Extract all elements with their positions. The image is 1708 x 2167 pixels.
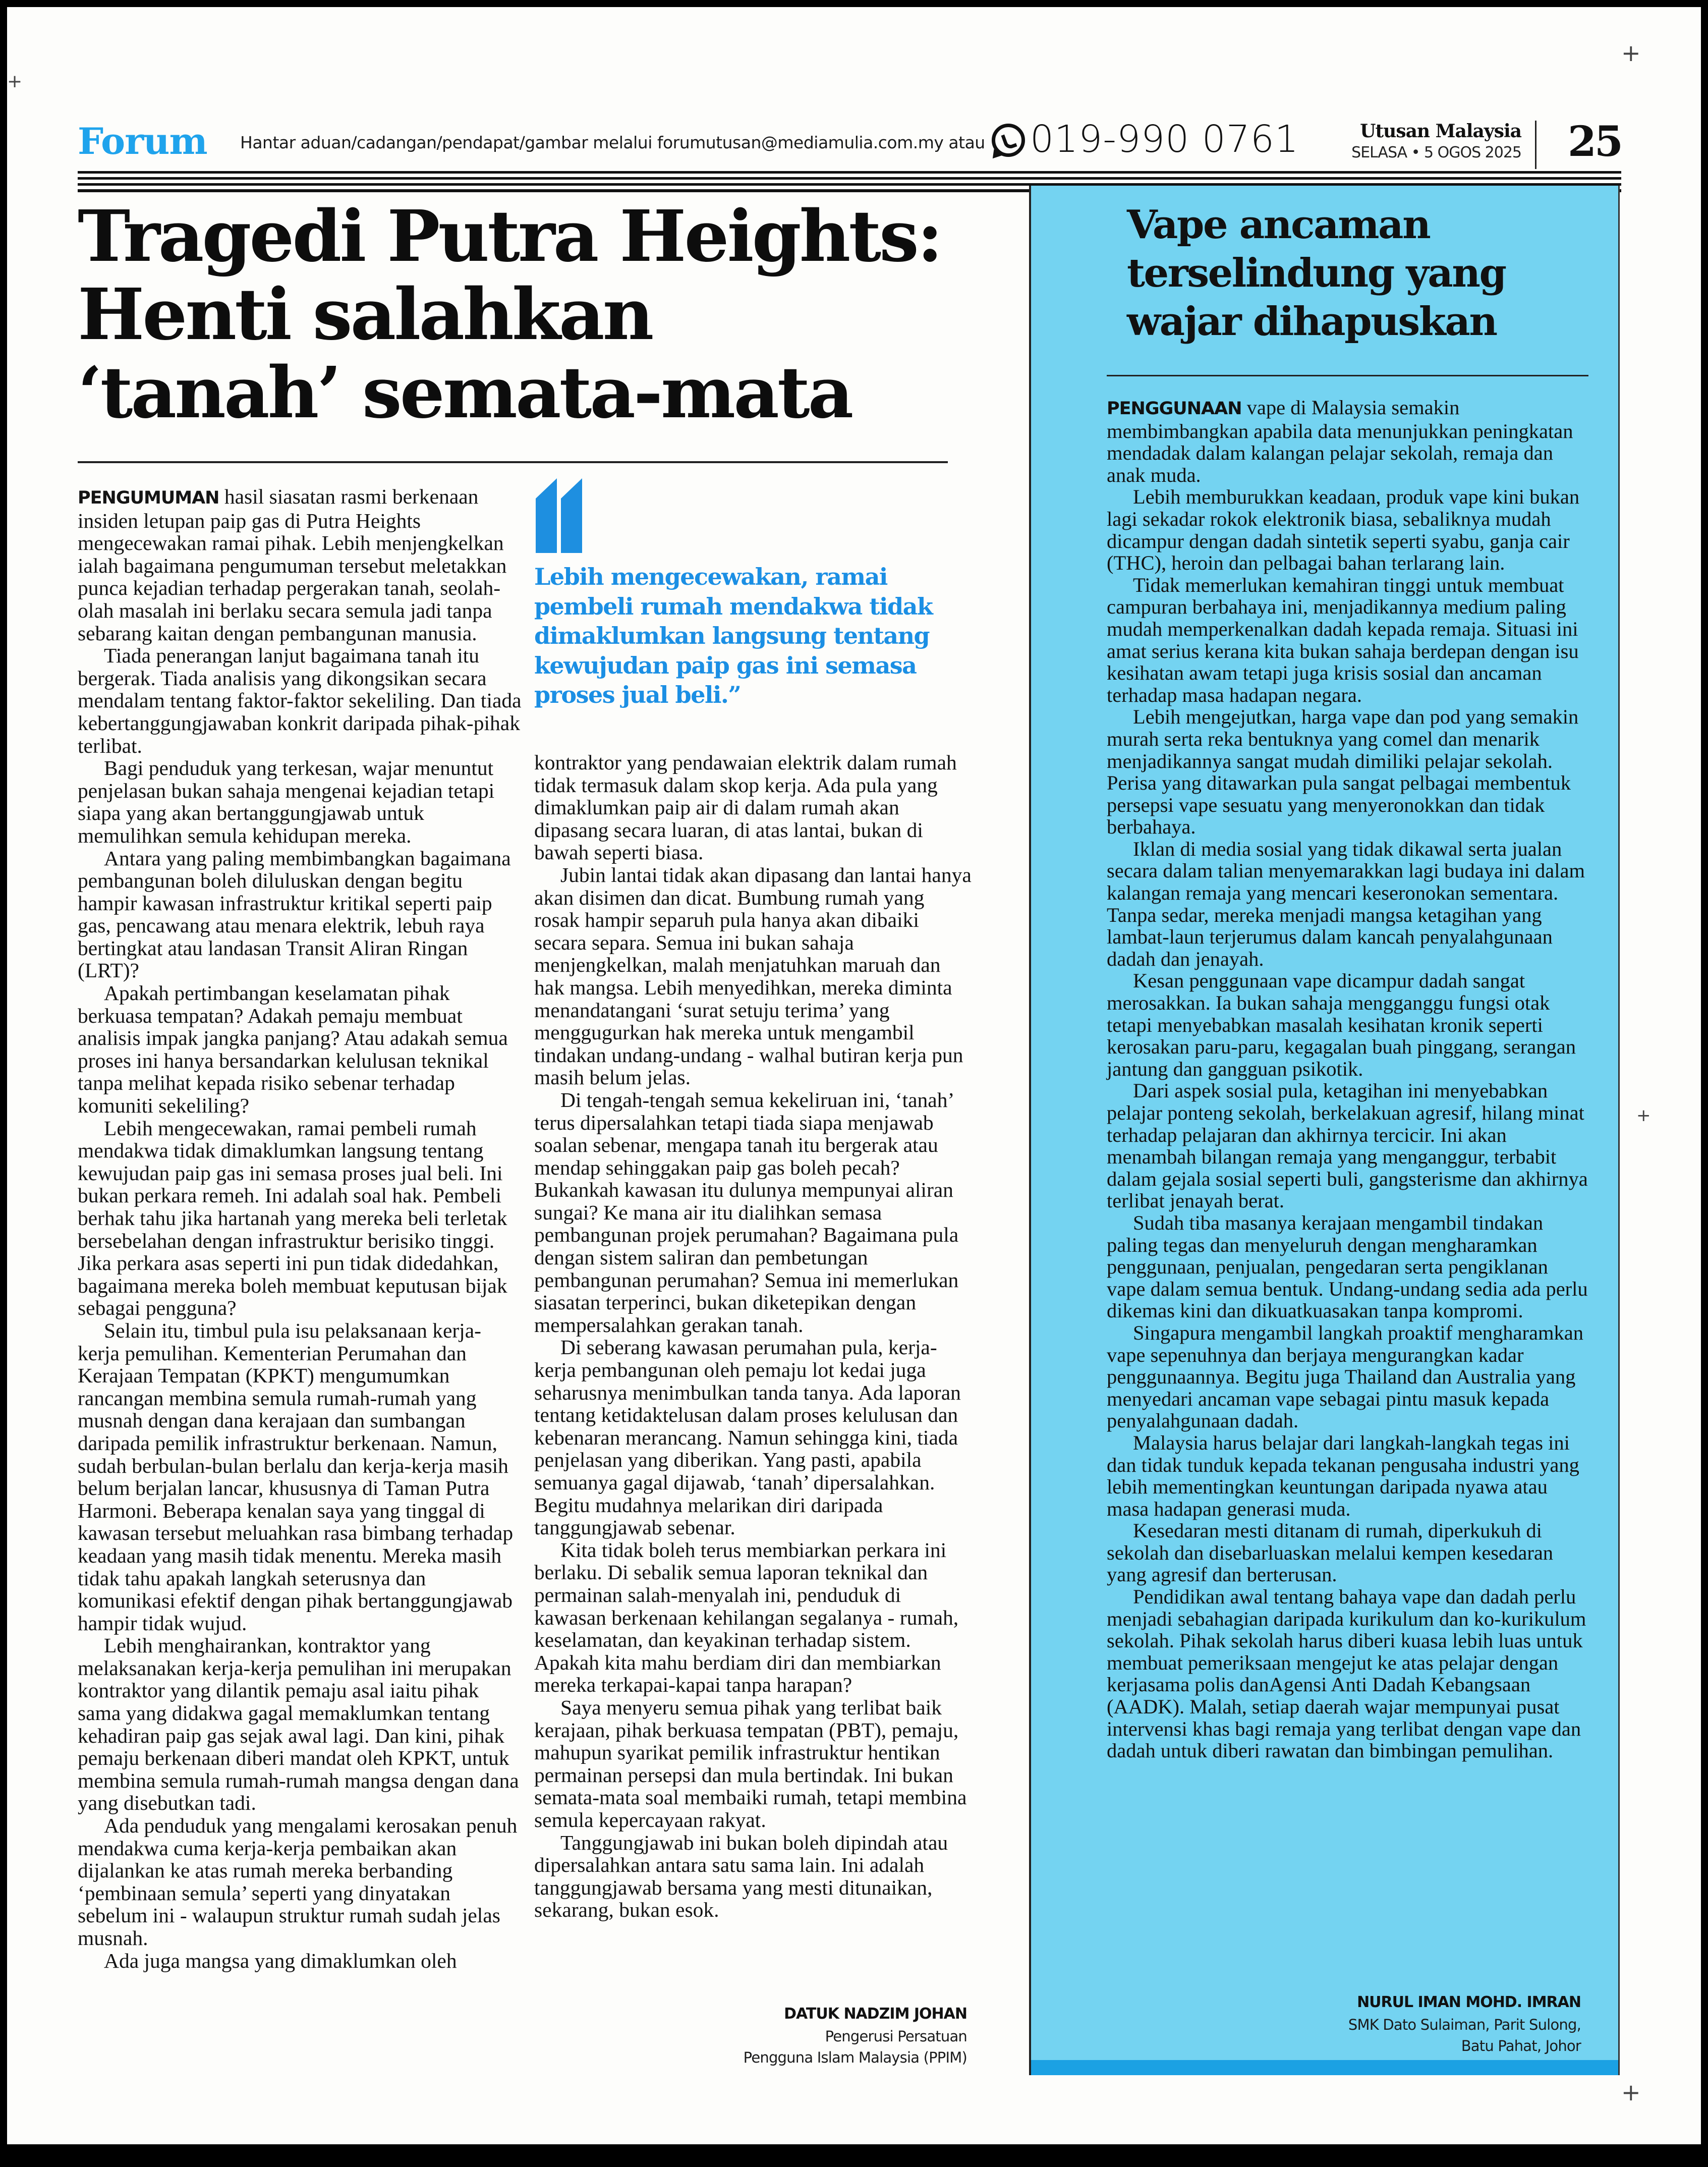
article-column-middle [534,751,973,1921]
masthead-divider [1535,121,1536,169]
headline-line: wajar dihapuskan [1127,299,1497,345]
paragraph: Saya menyeru semua pihak yang terlibat baik kerajaan, pihak berkuasa tempatan (PBT), pemaju, mahupun syarikat pemilik infrastruktur hentikan permainan persepsi dan mula bertindak. Ini bukan semata-mata soal membaiki rumah, tetapi membina semula kepercayaan rakyat. [534,1695,967,1831]
sidebar-body [1107,397,1591,1762]
paragraph: PENGGUNAAN vape di Malaysia semakin membimbangkan apabila data menunjukkan peningkatan mendadak dalam kalangan pelajar sekolah, remaja dan anak muda. [1107,396,1573,486]
pull-quote: Lebih mengecewakan, ramai pembeli rumah mendakwa tidak dimaklumkan langsung tentang kewujudan paip gas ini semasa proses jual beli.” [534,563,933,708]
submission-instructions: Hantar aduan/cadangan/pendapat/gambar melalui forumutusan@mediamulia.com.my atau [240,133,985,152]
paragraph: Di tengah-tengah semua kekeliruan ini, ‘tanah’ terus dipersalahkan tetapi tiada siapa menjawab soalan sebenar, mengapa tanah itu bergerak atau mendap sehinggakan paip gas boleh pecah? Bukankah kawasan itu dulunya mempunyai aliran sungai? Ke mana air itu dialihkan semasa pembangunan projek perumahan? Bagaimana pula dengan sistem saliran dan pembetungan pembangunan perumahan? Semua ini memerlukan siasatan terperinci, bukan diketepikan dengan mempersalahkan gerakan tanah. [534,1088,959,1337]
newspaper-page [7,7,1701,2144]
author-title: Pengerusi Persatuan [825,2028,967,2045]
paragraph: Sudah tiba masanya kerajaan mengambil tindakan paling tegas dan menyeluruh dengan mengharamkan penggunaan, penjualan, pengedaran serta pengiklanan vape dalam semua bentuk. Undang-undang sedia ada perlu dikemas kini dan dikuatkuasakan tanpa kompromi. [1107,1211,1588,1322]
paragraph: kontraktor yang pendawaian elektrik dalam rumah tidak termasuk dalam skop kerja. Ada pula yang dimaklumkan paip air di dalam rumah akan dipasang secara luaran, di atas lantai, bukan di bawah seperti biasa. [534,751,957,864]
headline-line: Vape ancaman [1127,202,1430,248]
paragraph: Iklan di media sosial yang tidak dikawal serta jualan secara dalam talian menyemarakkan lagi budaya ini dalam kalangan remaja yang mencari keseronokan sementara. Tanpa sedar, mereka menjadi mangsa ketagihan yang lambat-laun terjerumus dalam kancah penyalahgunaan dadah dan jenayah. [1107,837,1585,970]
author-byline [1107,1991,1581,2057]
paragraph: Kita tidak boleh terus membiarkan perkara ini berlaku. Di sebalik semua laporan teknikal dan permainan salah-menyalah ini, penduduk di kawasan berkenaan kehilangan segalanya - rumah, keselamatan, dan keyakinan terhadap sistem. Apakah kita mahu berdiam diri dan membiarkan mereka terkapai-kapai tanpa harapan? [534,1538,959,1697]
author-name: NURUL IMAN MOHD. IMRAN [1357,1993,1581,2011]
paragraph: Pendidikan awal tentang bahaya vape dan dadah perlu menjadi sebahagian daripada kurikulum dan ko-kurikulum sekolah. Pihak sekolah harus diberi kuasa lebih luas untuk membuat pemeriksaan mengejut ke atas pelajar dengan kerjasama polis danAgensi Anti Dadah Kebangsaan (AADK). Malah, setiap daerah wajar mempunyai pusat intervensi khas bagi remaja yang terlibat dengan vape dan dadah untuk diberi rawatan dan bimbingan pemulihan. [1107,1585,1586,1762]
paragraph: Tiada penerangan lanjut bagaimana tanah itu bergerak. Tiada analisis yang dikongsikan secara mendalam tentang faktor-faktor sekeliling. Dan tiada kebertanggungjawaban konkrit daripada pihak-pihak terlibat. [78,644,522,757]
headline-line: terselindung yang [1127,250,1506,296]
kicker: PENGGUNAAN [1107,399,1242,419]
newspaper-name: Utusan Malaysia [1360,121,1521,142]
whatsapp-icon [992,124,1025,157]
paragraph: Dari aspek sosial pula, ketagihan ini menyebabkan pelajar ponteng sekolah, berkelakuan agresif, hilang minat terhadap pelajaran dan akhirnya tercicir. Ini akan menambah bilangan remaja yang menganggur, terbabit dalam gejala sosial seperti buli, gangsterisme dan akhirnya terlibat jenayah berat. [1107,1079,1588,1212]
paragraph: Lebih memburukkan keadaan, produk vape kini bukan lagi sekadar rokok elektronik biasa, sebaliknya mudah dicampur dengan dadah sintetik seperti syabu, ganja cair (THC), heroin dan pelbagai bahan terlarang lain. [1107,485,1580,575]
page-number: 25 [1567,118,1621,166]
section-label: Forum [78,120,207,162]
paragraph: PENGUMUMAN hasil siasatan rasmi berkenaan insiden letupan paip gas di Putra Heights mengecewakan ramai pihak. Lebih menjengkelkan ialah bagaimana pengumuman tersebut meletakkan punca kejadian terhadap pergerakan tanah, seolah-olah masalah ini berlaku secara semula jadi tanpa sebarang kaitan dengan pembangunan manusia. [78,485,507,645]
paragraph: Apakah pertimbangan keselamatan pihak berkuasa tempatan? Adakah pemaju membuat analisis impak jangka panjang? Atau adakah semua proses ini hanya bersandarkan kelulusan teknikal tanpa melihat kepada risiko sebenar terhadap komuniti sekeliling? [78,981,508,1118]
paragraph: Tanggungjawab ini bukan boleh dipindah atau dipersalahkan antara satu sama lain. Ini adalah tanggungjawab bersama yang mesti ditunaikan, sekarang, bukan esok. [534,1830,948,1922]
author-title: SMK Dato Sulaiman, Parit Sulong, [1348,2016,1581,2033]
paragraph: Selain itu, timbul pula isu pelaksanaan kerja-kerja pemulihan. Kementerian Perumahan dan Kerajaan Tempatan (KPKT) mengumumkan rancangan membina semula rumah-rumah yang musnah dengan dana kerajaan dan sumbangan daripada pemilik infrastruktur berkenaan. Namun, sudah berbulan-bulan berlalu dan kerja-kerja masih belum berjalan lancar, khususnya di Taman Putra Harmoni. Beberapa kenalan saya yang tinggal di kawasan tersebut meluahkan rasa bimbang terhadap keadaan yang masih tidak menentu. Mereka masih tidak tahu apakah langkah seterusnya dan komunikasi efektif dengan pihak bertanggungjawab hampir tidak wujud. [78,1318,514,1635]
phone-number: 019-990 0761 [1030,118,1299,161]
sidebar-letter-box [1029,186,1620,2075]
crop-mark-icon: + [7,71,23,92]
sidebar-headline [1127,201,1581,346]
paragraph: Lebih mengecewakan, ramai pembeli rumah mendakwa tidak dimaklumkan langsung tentang kewujudan paip gas ini semasa proses jual beli. Ini bukan perkara remeh. Ini adalah soal hak. Pembeli berhak tahu jika hartanah yang mereka beli terletak bersebelahan dengan infrastruktur berisiko tinggi. Jika perkara asas seperti ini pun tidak didedahkan, bagaimana mereka boleh membuat keputusan bijak sebagai pengguna? [78,1116,507,1320]
headline-divider [78,461,948,463]
paragraph: Antara yang paling membimbangkan bagaimana pembangunan boleh diluluskan dengan begitu hampir kawasan infrastruktur kritikal seperti paip gas, pencawang atau menara elektrik, lebuh raya bertingkat atau landasan Transit Aliran Ringan (LRT)? [78,846,511,982]
issue-date: SELASA • 5 OGOS 2025 [1351,144,1521,161]
author-name: DATUK NADZIM JOHAN [784,2005,967,2023]
author-byline [534,2003,967,2068]
paragraph: Ada juga mangsa yang dimaklumkan oleh [104,1949,457,1972]
kicker: PENGUMUMAN [78,488,219,508]
headline-line: ‘tanah’ semata-mata [78,352,852,434]
paragraph: Lebih mengejutkan, harga vape dan pod yang semakin murah serta reka bentuknya yang comel dan menarik menjadikannya sangat mudah dimiliki pelajar sekolah. Perisa yang ditawarkan pula sangat pelbagai membentuk persepsi vape sesuatu yang menyeronokkan dan tidak berbahaya. [1107,705,1579,839]
sidebar-divider [1107,375,1588,376]
masthead [78,116,1621,166]
crop-mark-icon: + [1621,39,1641,67]
crop-mark-icon: + [1621,2079,1641,2106]
paragraph: Di seberang kawasan perumahan pula, kerja-kerja pembangunan oleh pemaju lot kedai juga seharusnya menimbulkan tanda tanya. Ada laporan tentang ketidaktelusan dalam proses kelulusan dan kebenaran merancang. Namun sehingga kini, tiada penjelasan yang diberikan. Yang pasti, apabila semuanya gagal dijawab, ‘tanah’ dipersalahkan. Begitu mudahnya melarikan diri daripada tanggungjawab sebenar. [534,1336,961,1539]
paragraph: Jubin lantai tidak akan dipasang dan lantai hanya akan disimen dan dicat. Bumbung rumah yang rosak hampir separuh pula hanya akan dibaiki secara separa. Semua ini bukan sahaja menjengkelkan, malah menjatuhkan maruah dan hak mangsa. Lebih menyedihkan, mereka diminta menandatangani ‘surat setuju terima’ yang menggugurkan hak mereka untuk mengambil tindakan undang-undang - walhal butiran kerja pun masih belum jelas. [534,863,972,1089]
article-column-left [78,485,522,1972]
quote-mark-icon [536,498,586,554]
headline-line: Tragedi Putra Heights: [78,195,941,278]
paragraph: Ada penduduk yang mengalami kerosakan penuh mendakwa cuma kerja-kerja pembaikan akan dijalankan ke atas rumah mereka berbanding ‘pembinaan semula’ seperti yang dinyatakan sebelum ini - walaupun struktur rumah sudah jelas musnah. [78,1814,518,1950]
main-headline [78,195,955,434]
paragraph: Bagi penduduk yang terkesan, wajar menuntut penjelasan bukan sahaja mengenai kejadian tetapi siapa yang akan bertanggungjawab untuk memulihkan semula kehidupan mereka. [78,756,495,847]
headline-line: Henti salahkan [78,273,652,356]
paragraph: Lebih menghairankan, kontraktor yang melaksanakan kerja-kerja pemulihan ini merupakan kontraktor yang dilantik pemaju asal iaitu pihak sama yang didakwa gagal memaklumkan tentang kehadiran paip gas sejak awal lagi. Dan kini, pihak pemaju berkenaan diberi mandat oleh KPKT, untuk membina semula rumah-rumah mangsa dengan dana yang disebutkan tadi. [78,1634,519,1815]
paragraph: Malaysia harus belajar dari langkah-langkah tegas ini dan tidak tunduk kepada tekanan pengusaha industri yang lebih mementingkan keuntungan daripada nyawa atau masa hadapan generasi muda. [1107,1431,1579,1520]
paragraph: Tidak memerlukan kemahiran tinggi untuk membuat campuran berbahaya ini, menjadikannya medium paling mudah memperkenalkan dadah kepada remaja. Situasi ini amat serius kerana kita bukan sahaja berdepan dengan isu kesihatan awam tetapi juga krisis sosial dan ancaman terhadap masa hadapan negara. [1107,573,1579,706]
crop-mark-icon: + [1636,1105,1651,1126]
paragraph: Kesedaran mesti ditanam di rumah, diperkukuh di sekolah dan disebarluaskan melalui kempen kesedaran yang agresif dan berterusan. [1107,1519,1554,1586]
author-title: Batu Pahat, Johor [1461,2037,1581,2054]
author-title: Pengguna Islam Malaysia (PPIM) [743,2049,967,2066]
paragraph: Kesan penggunaan vape dicampur dadah sangat merosakkan. Ia bukan sahaja mengganggu fungsi otak tetapi menyebabkan masalah kesihatan kronik seperti kerosakan paru-paru, kegagalan buah pinggang, serangan jantung dan gangguan psikotik. [1107,969,1576,1080]
paragraph: Singapura mengambil langkah proaktif mengharamkan vape sepenuhnya dan berjaya mengurangkan kadar penggunaannya. Begitu juga Thailand dan Australia yang menyedari ancaman vape sebagai pintu masuk kepada penyalahgunaan dadah. [1107,1321,1583,1432]
